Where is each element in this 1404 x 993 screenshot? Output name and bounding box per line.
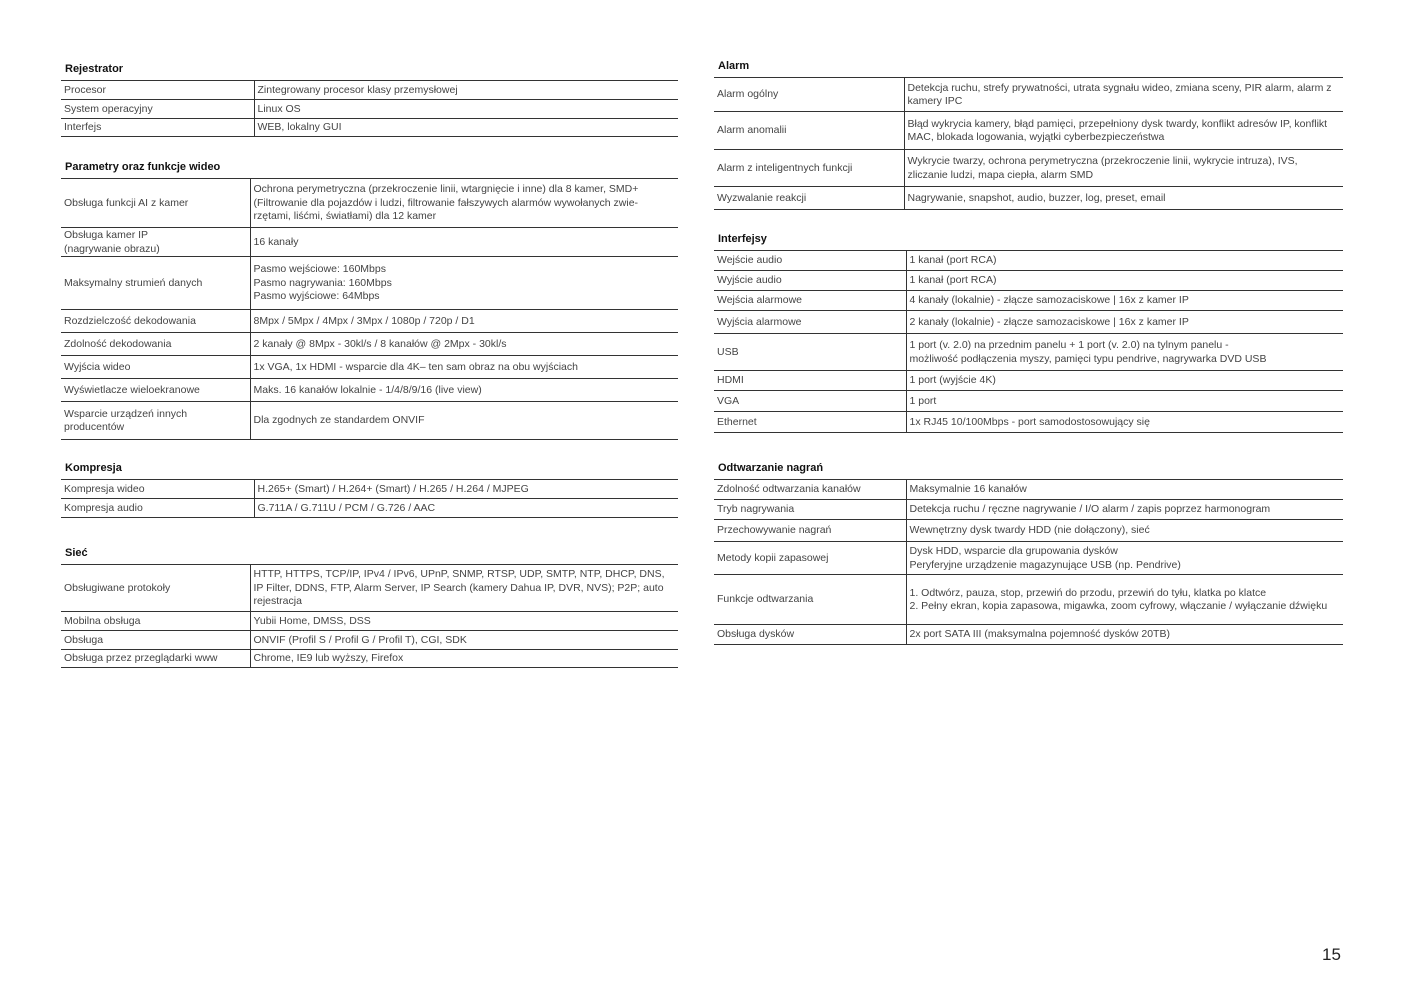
spec-label: Metody kopii zapasowej [714, 542, 906, 575]
spec-label: Wejście audio [714, 251, 906, 271]
spec-row [714, 371, 1343, 391]
spec-label: Maksymalny strumień danych [61, 257, 250, 310]
spec-label: Obsługiwane protokoły [61, 565, 250, 612]
spec-value: WEB, lokalny GUI [254, 119, 678, 137]
spec-value: Dla zgodnych ze standardem ONVIF [250, 402, 678, 440]
spec-label: Obsługa dysków [714, 625, 906, 645]
spec-label: Rozdzielczość dekodowania [61, 310, 250, 333]
spec-label: Wyjścia alarmowe [714, 311, 906, 334]
spec-label: Tryb nagrywania [714, 500, 906, 520]
spec-table [61, 479, 678, 518]
spec-value: Pasmo wejściowe: 160Mbps Pasmo nagrywania: 160Mbps Pasmo wyjściowe: 64Mbps [250, 257, 678, 310]
spec-label: Mobilna obsługa [61, 612, 250, 631]
spec-row [61, 356, 678, 379]
spec-label: USB [714, 334, 906, 371]
spec-label: VGA [714, 391, 906, 412]
section-wideo [61, 160, 678, 440]
spec-table [714, 77, 1343, 210]
spec-row [61, 81, 678, 100]
spec-row [714, 291, 1343, 311]
spec-value: Zintegrowany procesor klasy przemysłowej [254, 81, 678, 100]
spec-label: Wyświetlacze wieloekranowe [61, 379, 250, 402]
section-title: Parametry oraz funkcje wideo [65, 161, 221, 173]
spec-row [714, 78, 1343, 112]
spec-label: Alarm anomalii [714, 112, 904, 150]
spec-label: Przechowywanie nagrań [714, 520, 906, 542]
spec-value: 1. Odtwórz, pauza, stop, przewiń do przodu, przewiń do tyłu, klatka po klatce 2. Pełny ekran, kopia zapasowa, migawka, zoom cyfrowy, włączanie / wyłączanie dźwięku [906, 575, 1343, 625]
spec-value: 1 port (wyjście 4K) [906, 371, 1343, 391]
spec-label: Kompresja wideo [61, 480, 254, 499]
spec-row [714, 271, 1343, 291]
page-number: 15 [1322, 945, 1341, 964]
section-title: Alarm [718, 60, 750, 72]
spec-label: Interfejs [61, 119, 254, 137]
spec-row [714, 575, 1343, 625]
spec-value: ONVIF (Profil S / Profil G / Profil T), CGI, SDK [250, 631, 678, 650]
spec-row [61, 612, 678, 631]
spec-row [61, 480, 678, 499]
spec-row [61, 179, 678, 228]
spec-value: 1x RJ45 10/100Mbps - port samodostosowujący się [906, 412, 1343, 433]
spec-label: Zdolność odtwarzania kanałów [714, 480, 906, 500]
section-odtwarzanie [714, 461, 1343, 645]
spec-value: Chrome, IE9 lub wyższy, Firefox [250, 650, 678, 668]
section-rejestrator [61, 62, 678, 137]
spec-value: Ochrona perymetryczna (przekroczenie linii, wtargnięcie i inne) dla 8 kamer, SMD+ (Filtrowanie dla pojazdów i ludzi, filtrowanie fałszywych alarmów wywołanych zwie-rzętami, liśćmi, światłami) dla 12 kamer [250, 179, 678, 228]
spec-row [61, 499, 678, 518]
spec-row [61, 257, 678, 310]
spec-row [714, 112, 1343, 150]
spec-row [61, 650, 678, 668]
spec-row [714, 311, 1343, 334]
spec-value: Nagrywanie, snapshot, audio, buzzer, log, preset, email [904, 187, 1343, 210]
spec-label: Obsługa funkcji AI z kamer [61, 179, 250, 228]
spec-value: 1 kanał (port RCA) [906, 251, 1343, 271]
spec-value: Dysk HDD, wsparcie dla grupowania dysków Peryferyjne urządzenie magazynujące USB (np. Pendrive) [906, 542, 1343, 575]
spec-row [61, 228, 678, 257]
spec-row [61, 631, 678, 650]
spec-row [61, 402, 678, 440]
spec-label: Wejścia alarmowe [714, 291, 906, 311]
spec-row [714, 187, 1343, 210]
spec-value: H.265+ (Smart) / H.264+ (Smart) / H.265 / H.264 / MJPEG [254, 480, 678, 499]
spec-value: 16 kanały [250, 228, 678, 257]
spec-value: 2 kanały @ 8Mpx - 30kl/s / 8 kanałów @ 2Mpx - 30kl/s [250, 333, 678, 356]
spec-label: Funkcje odtwarzania [714, 575, 906, 625]
spec-label: Alarm z inteligentnych funkcji [714, 150, 904, 187]
spec-value: Linux OS [254, 100, 678, 119]
spec-table [714, 479, 1343, 645]
spec-row [714, 251, 1343, 271]
spec-row [714, 520, 1343, 542]
spec-value: Maksymalnie 16 kanałów [906, 480, 1343, 500]
spec-label: System operacyjny [61, 100, 254, 119]
spec-table [714, 250, 1343, 433]
spec-label: Procesor [61, 81, 254, 100]
spec-row [714, 480, 1343, 500]
section-title: Interfejsy [718, 233, 767, 245]
spec-label: Wyzwalanie reakcji [714, 187, 904, 210]
spec-value: 1x VGA, 1x HDMI - wsparcie dla 4K– ten sam obraz na obu wyjściach [250, 356, 678, 379]
spec-label: Obsługa przez przeglądarki www [61, 650, 250, 668]
spec-row [61, 119, 678, 137]
spec-row [61, 310, 678, 333]
spec-table [61, 564, 678, 668]
spec-label: Alarm ogólny [714, 78, 904, 112]
spec-value: Błąd wykrycia kamery, błąd pamięci, przepełniony dysk twardy, konflikt adresów IP, konflikt MAC, blokada logowania, wyjątki cyberbezpieczeństwa [904, 112, 1343, 150]
spec-value: HTTP, HTTPS, TCP/IP, IPv4 / IPv6, UPnP, SNMP, RTSP, UDP, SMTP, NTP, DHCP, DNS, IP Filter, DDNS, FTP, Alarm Server, IP Search (kamery Dahua IP, DVR, NVS); P2P; auto rejestracja [250, 565, 678, 612]
spec-label: Kompresja audio [61, 499, 254, 518]
spec-label: Ethernet [714, 412, 906, 433]
spec-value: 8Mpx / 5Mpx / 4Mpx / 3Mpx / 1080p / 720p / D1 [250, 310, 678, 333]
spec-value: G.711A / G.711U / PCM / G.726 / AAC [254, 499, 678, 518]
spec-value: Detekcja ruchu, strefy prywatności, utrata sygnału wideo, zmiana sceny, PIR alarm, alarm z kamery IPC [904, 78, 1343, 112]
spec-row [61, 379, 678, 402]
spec-row [61, 333, 678, 356]
section-siec [61, 546, 678, 668]
spec-label: Obsługa [61, 631, 250, 650]
spec-value: Detekcja ruchu / ręczne nagrywanie / I/O alarm / zapis poprzez harmonogram [906, 500, 1343, 520]
section-alarm [714, 59, 1343, 210]
spec-row [61, 565, 678, 612]
spec-value: Yubii Home, DMSS, DSS [250, 612, 678, 631]
spec-row [714, 500, 1343, 520]
spec-label: HDMI [714, 371, 906, 391]
section-title: Odtwarzanie nagrań [718, 462, 824, 474]
spec-value: 1 kanał (port RCA) [906, 271, 1343, 291]
spec-label: Wyjścia wideo [61, 356, 250, 379]
spec-label: Wyjście audio [714, 271, 906, 291]
section-kompresja [61, 461, 678, 518]
section-title: Kompresja [65, 462, 122, 474]
spec-row [714, 150, 1343, 187]
spec-row [714, 625, 1343, 645]
spec-value: 2 kanały (lokalnie) - złącze samozaciskowe | 16x z kamer IP [906, 311, 1343, 334]
spec-row [714, 334, 1343, 371]
spec-value: 1 port (v. 2.0) na przednim panelu + 1 port (v. 2.0) na tylnym panelu - możliwość podłączenia myszy, pamięci typu pendrive, nagrywarka DVD USB [906, 334, 1343, 371]
spec-label: Zdolność dekodowania [61, 333, 250, 356]
spec-label: Wsparcie urządzeń innych producentów [61, 402, 250, 440]
spec-row [714, 412, 1343, 433]
spec-table [61, 80, 678, 137]
section-title: Sieć [65, 547, 88, 559]
spec-row [714, 391, 1343, 412]
section-title: Rejestrator [65, 63, 124, 75]
spec-row [714, 542, 1343, 575]
spec-value: 1 port [906, 391, 1343, 412]
spec-value: Maks. 16 kanałów lokalnie - 1/4/8/9/16 (live view) [250, 379, 678, 402]
spec-value: Wewnętrzny dysk twardy HDD (nie dołączony), sieć [906, 520, 1343, 542]
spec-value: 4 kanały (lokalnie) - złącze samozaciskowe | 16x z kamer IP [906, 291, 1343, 311]
spec-label: Obsługa kamer IP (nagrywanie obrazu) [61, 228, 250, 257]
spec-value: Wykrycie twarzy, ochrona perymetryczna (przekroczenie linii, wykrycie intruza), IVS, zliczanie ludzi, mapa ciepła, alarm SMD [904, 150, 1343, 187]
spec-table [61, 178, 678, 440]
section-interfejsy [714, 232, 1343, 433]
spec-row [61, 100, 678, 119]
spec-value: 2x port SATA III (maksymalna pojemność dysków 20TB) [906, 625, 1343, 645]
